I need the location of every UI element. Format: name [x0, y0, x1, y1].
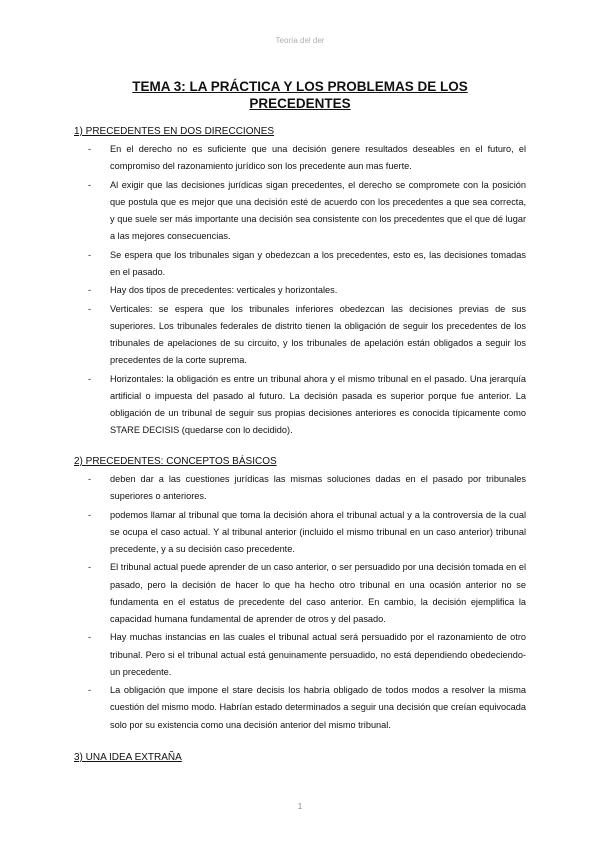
- bullet-text: Hay dos tipos de precedentes: verticales y horizontales.: [110, 285, 338, 296]
- section-heading-1: 1) PRECEDENTES EN DOS DIRECCIONES: [74, 126, 275, 137]
- list-item: [74, 301, 526, 370]
- bullet-text: Horizontales: la obligación es entre un tribunal ahora y el mismo tribunal en el pasado. Una jerarquía artificial o impuesta del pasado al futuro. La decisión pasada es superior porque fue anterior. La obligación de un tribunal de seguir sus propias decisiones anteriores es conocida típicamente como STARE DECISIS (quedarse con lo decidido).: [110, 373, 526, 436]
- page-number: 1: [297, 802, 303, 811]
- bullet-text: En el derecho no es suficiente que una decisión genere resultados deseables en el futuro, el compromiso del razonamiento jurídico son los precedente aun mas fuerte.: [110, 144, 526, 172]
- list-item: [74, 177, 526, 246]
- bullet-dash: -: [88, 285, 92, 296]
- list-item: [74, 507, 526, 559]
- list-item: [74, 247, 526, 281]
- bullet-text: deben dar a las cuestiones jurídicas las mismas soluciones dadas en el pasado por tribunales superiores o anteriores.: [110, 474, 526, 502]
- bullet-text: Al exigir que las decisiones jurídicas sigan precedentes, el derecho se compromete con la posición que postula que es mejor que una decisión esté de acuerdo con los precedentes a que sea correcta, y que suele ser más importante una decisión sea consistente con los precedentes que el que dé lugar a las mejores consecuencias.: [110, 179, 526, 242]
- document-title: TEMA 3: LA PRÁCTICA Y LOS PROBLEMAS DE LOS PRECEDENTES: [132, 79, 468, 111]
- section-1-bullet-list: [74, 141, 526, 441]
- bullet-dash: -: [88, 685, 92, 696]
- bullet-text: La obligación que impone el stare decisis los habría obligado de todos modos a resolver la misma cuestión del mismo modo. Habrían estado determinados a seguir una decisión que creían equivocada solo por su existencia como una decisión anterior del mismo tribunal.: [110, 685, 526, 730]
- bullet-text: Hay muchas instancias en las cuales el tribunal actual será persuadido por el razonamiento de otro tribunal. Pero si el tribunal actual está genuinamente persuadido, no está dependiendo obedeciendo- un precedente.: [110, 632, 526, 677]
- section-heading-3: 3) UNA IDEA EXTRAÑA: [74, 752, 182, 763]
- bullet-text: podemos llamar al tribunal que toma la decisión ahora el tribunal actual y a la controversia de la cual se ocupa el caso actual. Y al tribunal anterior (incluido el mismo tribunal en un caso anterior) tribunal precedente, y a su decisión caso precedente.: [110, 509, 526, 554]
- bullet-text: Verticales: se espera que los tribunales inferiores obedezcan las decisiones previas de sus superiores. Los tribunales federales de distrito tienen la obligación de seguir los precedentes de los tribunales de apelaciones de su circuito, y los tribunales de apelación están obligados a seguir los precedentes de la corte suprema.: [110, 303, 526, 366]
- section-heading-2: 2) PRECEDENTES: CONCEPTOS BÁSICOS: [74, 456, 277, 467]
- list-item: [74, 629, 526, 681]
- bullet-dash: -: [88, 144, 92, 154]
- bullet-text: Se espera que los tribunales sigan y obedezcan a los precedentes, esto es, las decisiones tomadas en el pasado.: [110, 249, 526, 277]
- bullet-dash: -: [88, 249, 92, 260]
- bullet-dash: -: [88, 562, 92, 573]
- list-item: [74, 371, 526, 440]
- bullet-dash: -: [88, 509, 92, 520]
- bullet-dash: -: [88, 632, 92, 643]
- list-item: [74, 682, 526, 734]
- list-item: [74, 141, 526, 175]
- bullet-dash: -: [88, 474, 92, 484]
- list-item: [74, 559, 526, 628]
- bullet-dash: -: [88, 179, 92, 190]
- list-item: [74, 282, 526, 299]
- section-2-bullet-list: [74, 471, 526, 735]
- running-header: Teoría del der: [275, 36, 325, 45]
- bullet-text: El tribunal actual puede aprender de un caso anterior, o ser persuadido por una decisión tomada en el pasado, pero la decisión de hacer lo que ha hecho otro tribunal en una ocasión anterior no se fundamenta en el estatus de precedente del caso anterior. En cambio, la decisión ejemplifica la capacidad humana fundamental de aprender de otros y del pasado.: [110, 562, 526, 624]
- list-item: [74, 471, 526, 505]
- bullet-dash: -: [88, 373, 92, 384]
- bullet-dash: -: [88, 303, 92, 314]
